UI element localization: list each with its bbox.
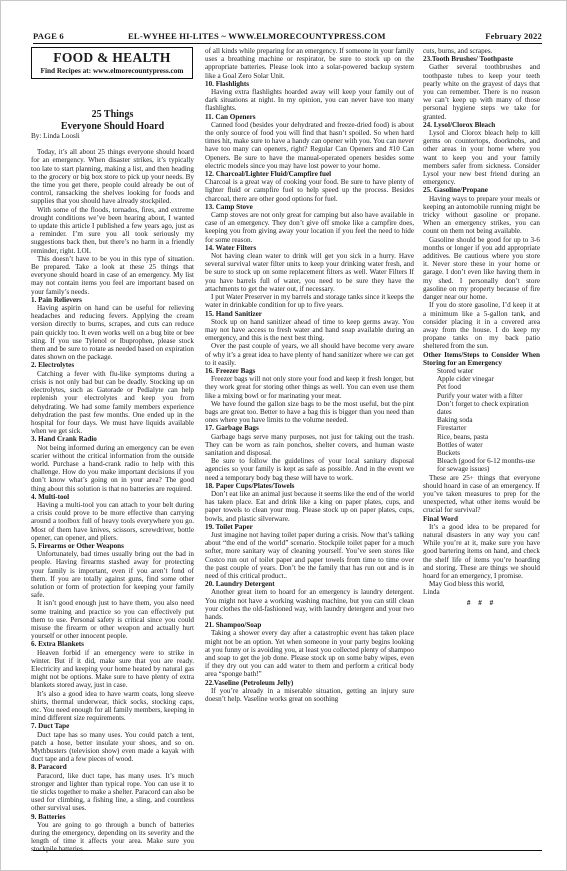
section-heading: 12. Charcoal/Lighter Fluid/Campfire fuel	[205, 170, 332, 179]
section-heading: Other Items/Steps to Consider When Storing for an Emergency	[423, 350, 540, 367]
article-title-line-1: 25 Things	[91, 109, 134, 120]
section-heading: 23.Tooth Brushes/ Toothpaste	[423, 55, 514, 64]
paragraph: It’s also a good idea to have warm coats, long sleeve shirts, thermal underwear, thick socks, stocking caps, etc. You need enough for all family members, keeping in mind different size requirements.	[31, 689, 194, 723]
section-heading: 10. Flashlights	[205, 79, 250, 88]
paragraph: Over the past couple of years, we all should have become very aware of why it’s a great idea to have plenty of hand sanitizer where we can get to it easily.	[205, 342, 414, 367]
section-heading: 15. Hand Sanitizer	[205, 309, 262, 318]
end-marks: # # #	[466, 598, 497, 607]
paragraph: Garbage bags serve many purposes, not just for taking out the trash. They can be worn as rain ponchos, shelter covers, and human waste sanitation and disposal.	[205, 432, 414, 457]
list-item: Bottles of water	[437, 440, 483, 449]
section-heading: 7. Duct Tape	[31, 722, 70, 731]
section-heading: 16. Freezer Bags	[205, 366, 256, 375]
paragraph: Camp stoves are not only great for camping but also have available in case of an emergency. They don’t give off smoke like a campfire does, keeping you from giving away your location if you feel the need to hide for some reason.	[205, 211, 414, 244]
paragraph: Charcoal is a great way of cooking your food. Be sure to have plenty of lighter fluid or campfire fuel to help speed up the process. Besides charcoal, there are other good options for fuel.	[205, 178, 414, 203]
section-heading: 21. Shampoo/Soap	[205, 621, 262, 630]
paragraph: Heaven forbid if an emergency were to strike in winter. But if it did, make sure that you are ready. Electricity and keeping your home heated by natural gas might not be options. Make sure to have plenty of extra blankets stored away, just in case.	[31, 648, 194, 690]
paragraph: Lysol and Clorox bleach help to kill germs on countertops, doorknobs, and other areas in your home where you want to keep you and your family members safer from sickness. Consider Lysol your new best friend during an emergency.	[423, 129, 540, 187]
paragraph: Gasoline should be good for up to 3-6 months or longer if you add appropriate additives. Be cautious where you store it. Never store these in your home or garage. I don’t even like having them in my shed. I personally don’t store gasoline on my property because of fire danger near our home.	[423, 235, 540, 302]
paragraph: Having extra flashlights hoarded away will keep your family out of dark situations at night. In my opinion, you can never have too many flashlights.	[205, 88, 414, 113]
paragraph: If you do store gasoline, I’d keep it at a minimum like a 5-gallon tank, and consider placing it in a covered area away from the house. I do keep my propane tanks on my back patio sheltered from the sun.	[423, 301, 540, 351]
section-box	[31, 47, 193, 79]
section-heading: 24. Lysol/Clorox Bleach	[423, 120, 496, 129]
page-number: PAGE 6	[33, 31, 64, 41]
list-item: Rice, beans, pasta	[437, 432, 489, 441]
section-heading: 20. Laundry Detergent	[205, 580, 275, 589]
byline: By: Linda Loosli	[31, 132, 80, 140]
section-heading: 13. Camp Stove	[205, 202, 253, 211]
paragraph: Having a multi-tool you can attach to your belt during a crisis could prove to be more effective than carrying around a toolbox full of heavy tools everywhere you go. Most of them have knives, scissors, screwdriver, bottle opener, can opener, and pliers.	[31, 500, 194, 542]
section-heading: 18. Paper Cups/Plates/Towels	[205, 481, 295, 490]
section-heading: 2. Electrolytes	[31, 361, 75, 370]
paragraph: Not having clean water to drink will get you sick in a hurry. Have several survival water filter units to keep your drinking water fresh, and be sure to stock up on some replacement filters as well. Water Filters If you have barrels full of water, you need to be sure they have the attachments to get the water out, if necessary.	[205, 252, 414, 293]
section-heading: 25. Gasoline/Propane	[423, 186, 488, 195]
column-2-body	[205, 47, 414, 703]
column-3-body	[423, 47, 540, 597]
paragraph: Catching a fever with flu-like symptoms during a crisis is not only bad but can be deadly. Stocking up on electrolytes, such as Gatorade or Pedialyte can help replenish your electrolytes and keep you from dehydrating. We had some family members experience dehydration the past few months. One ended up in the hospital for four days. We must have liquids available when we get sick.	[31, 369, 194, 436]
section-heading: 17. Garbage Bags	[205, 424, 259, 433]
paragraph: We have found the gallon size bags to be the most useful, but the pint bags are great too. Better to have a bag this is bigger than you need than ones where you have limits to the volume needed.	[205, 399, 414, 425]
list-item: Baking soda	[437, 416, 473, 425]
paragraph: cuts, burns, and scrapes.	[423, 47, 493, 55]
publication-title: EL-WYHEE HI-LITES ~ WWW.ELMORECOUNTYPRESS.COM	[128, 31, 386, 41]
issue-date: February 2022	[485, 31, 542, 41]
section-heading: 19. Toilet Paper	[205, 522, 253, 531]
section-heading: 9. Batteries	[31, 812, 66, 821]
list-item: Bleach (good for 6-12 months-use for sewage issues)	[437, 457, 535, 474]
paragraph: Linda	[423, 588, 440, 597]
article-title-line-2: Everyone Should Hoard	[60, 120, 165, 132]
paragraph: Canned food (besides your dehydrated and freeze-dried food) is about the only source of food you will find that hasn’t spoiled. So when hard times hit, make sure to have a handy can opener with you. You can never have too many can openers, right? Regular Can Openers and #10 Can Openers. Be sure to have the manual-operated openers besides some electric models since you may have lost power to your home.	[205, 120, 414, 170]
paragraph: I put Water Preserver in my barrels and storage tanks since it keeps the water in drinkable condition for up to five years.	[205, 293, 414, 310]
paragraph: Unfortunately, bad times usually bring out the bad in people. Having firearms stashed away for protecting your family is important, even if you aren’t fond of them. If you are totally against guns, find some other solution or form of protection for keeping your family safe.	[31, 550, 194, 600]
section-heading: 1. Pain Relievers	[31, 295, 82, 304]
paragraph: Stock up on hand sanitizer ahead of time to keep germs away. You may not have access to fresh water and hand soap available during an emergency, and this is the next best thing.	[205, 317, 414, 343]
paragraph: May God bless this world,	[429, 580, 505, 589]
paragraph: Today, it’s all about 25 things everyone should hoard for an emergency. When disaster strikes, it’s typically too late to start planning, making a list, and then heading to the grocery or big box store to pick up your needs. By the time you get there, people could already be out of control, ransacking the shelves looking for foods and supplies that you should have already stockpiled.	[31, 148, 194, 206]
paragraph: It’s a good idea to be prepared for natural disasters in any way you can! While you’re at it, make sure you have good bartering items on hand, and check the shelf life of items you’re hoarding and storing. These are things we should hoard for an emergency, I promise.	[423, 522, 540, 580]
header-rule	[33, 43, 542, 44]
paragraph: You are going to go through a bunch of batteries during the emergency, depending on its severity and the length of time it affects your area. Make sure you stockpile batteries	[31, 820, 194, 854]
paragraph: Having aspirin on hand can be useful for relieving headaches and reducing fevers. Applying the cream version directly to burns, scrapes, and cuts can reduce pain quickly too. It even works well on a bug bite or bee sting. If you use Tylenol or Ibuprophen, please stock them and be sure to rotate as needed based on expiration dates shown on the package.	[31, 304, 194, 362]
list-item: Pet food	[437, 383, 461, 392]
paragraph: Be sure to follow the guidelines of your local sanitary disposal agencies so your family is kept as safe as possible. And in the event we need a temporary body bag these will have to work.	[205, 457, 414, 482]
paragraph: Another great item to hoard for an emergency is laundry detergent. You might not have a working washing machine, but you can still clean your clothes the old-fashioned way, with laundry detergent and your two hands.	[205, 588, 414, 622]
section-heading: 6. Extra Blankets	[31, 640, 84, 649]
paragraph: Duct tape has so many uses. You could patch a tent, patch a hose, better insulate your shoes, and so on. Mythbusters (television show) even made a kayak with duct tape and a few pieces of wood.	[31, 730, 194, 764]
section-heading: 5. Firearms or Other Weapons	[31, 541, 124, 550]
article-title	[31, 109, 194, 132]
paragraph: With some of the floods, tornados, fires, and extreme drought conditions we’ve been hearing about, I wanted to update this article I published a few years ago, just as a reminder. I’m sure you all took seriously my suggestions back then, but there’s no harm in a friendly reminder, right. LOL	[31, 205, 194, 255]
paragraph: of all kinds while preparing for an emergency. If someone in your family uses a breathing machine or respirator, be sure to stock up on the appropriate batteries. Please look into a solar-powered backup system like a Goal Zero Solar Unit.	[205, 47, 414, 80]
paragraph: If you’re already in a miserable situation, getting an injury sure doesn’t help. Vaseline works great on soothing	[205, 686, 414, 704]
column-2	[205, 47, 414, 703]
section-heading: 22.Vaseline (Petroleum Jelly)	[205, 678, 294, 687]
list-item: Buckets	[437, 448, 461, 457]
section-heading: 4. Multi-tool	[31, 492, 70, 501]
section-title: FOOD & HEALTH	[53, 50, 171, 65]
section-heading: 3. Hand Crank Radio	[31, 435, 97, 444]
column-1	[31, 47, 194, 854]
paragraph: Freezer bags will not only store your food and keep it fresh longer, but they work great for storing other things as well. You can even use them like a mixing bowl or for marinating your meat.	[205, 375, 414, 400]
column-1-body	[31, 148, 194, 853]
list-item: Apple cider vinegar	[437, 375, 494, 384]
paragraph: These are 25+ things that everyone should hoard in case of an emergency. If you’ve taken measures to prep for the unexpected, what other items would be crucial for survival?	[423, 473, 540, 515]
paragraph: Having ways to prepare your meals or keeping an automobile running might be tricky without gasoline or propane. When an emergency strikes, you can count on them not being available.	[423, 194, 540, 236]
paragraph: Paracord, like duct tape, has many uses. It’s much stronger and lighter than typical rope. You can use it to tie sticks together to make a shelter. Paracord can also be used for climbing, a fishing line, a sling, and countless other survival uses.	[31, 771, 194, 813]
paragraph: Taking a shower every day after a catastrophic event has taken place might not be an option. Yet when someone in your party begins looking at you funny or is avoiding you, at least you collected plenty of shampoo and soap to get the job done. Please stock up on some baby wipes, even if they dry out you can add water to them and perform a critical body area “sponge bath!”	[205, 629, 414, 679]
list-item: Purify your water with a filter	[437, 391, 523, 400]
section-heading: 11. Can Openers	[205, 112, 256, 121]
section-heading: Final Word	[423, 514, 458, 523]
paragraph: Just imagine not having toilet paper during a crisis. Now that’s talking about “the end of the world” scenario. Stockpile toilet paper for a much softer, more sanitary way of cleaning yourself. You’ve seen stores like Costco run out of toilet paper and paper towels from time to time over the past couple of years. Don’t be the family that has run out and is in need of this critical product..	[205, 530, 414, 580]
paragraph: It isn’t good enough just to have them, you also need some training and practice so you can effectively put them to use. Personal safety is critical since you could misuse the firearm or other weapon and actually hurt yourself or other innocent people.	[31, 599, 194, 641]
page-header	[33, 31, 542, 43]
list-item: Stored water	[437, 366, 474, 375]
paragraph: Gather several toothbrushes and toothpaste tubes to keep your teeth pearly white on the grayest of days that you can remember. There is no reason we can’t keep up with many of those personal hygiene steps we take for granted.	[423, 63, 540, 121]
section-subtitle: Find Recipes at: www.elmorecountypress.com	[40, 66, 184, 75]
column-3	[423, 47, 540, 607]
footer-rule	[33, 850, 542, 851]
paragraph: Don’t eat like an animal just because it seems like the end of the world has taken place. Eat and drink like a king on paper plates, cups, and paper towels to clean your mug. Please stock up on paper plates, cups, bowls, and plastic silverware.	[205, 489, 414, 523]
paragraph: This doesn’t have to be you in this type of situation. Be prepared. Take a look at these 25 things that everyone should hoard in case of an emergency. My list may not contain items you feel are important based on your family’s needs.	[31, 254, 194, 296]
section-heading: 8. Paracord	[31, 763, 67, 772]
paragraph: Not being informed during an emergency can be even scarier without the critical information from the outside world. Purchase a hand-crank radio to help with this challenge. How do you make important decisions if you don’t know what’s going on in your area? The good thing about this solution is that no batteries are required.	[31, 443, 194, 493]
list-item: Don’t forget to check expiration dates	[437, 399, 529, 416]
list-item: Firestarter	[437, 424, 467, 433]
section-heading: 14. Water Filters	[205, 243, 257, 252]
